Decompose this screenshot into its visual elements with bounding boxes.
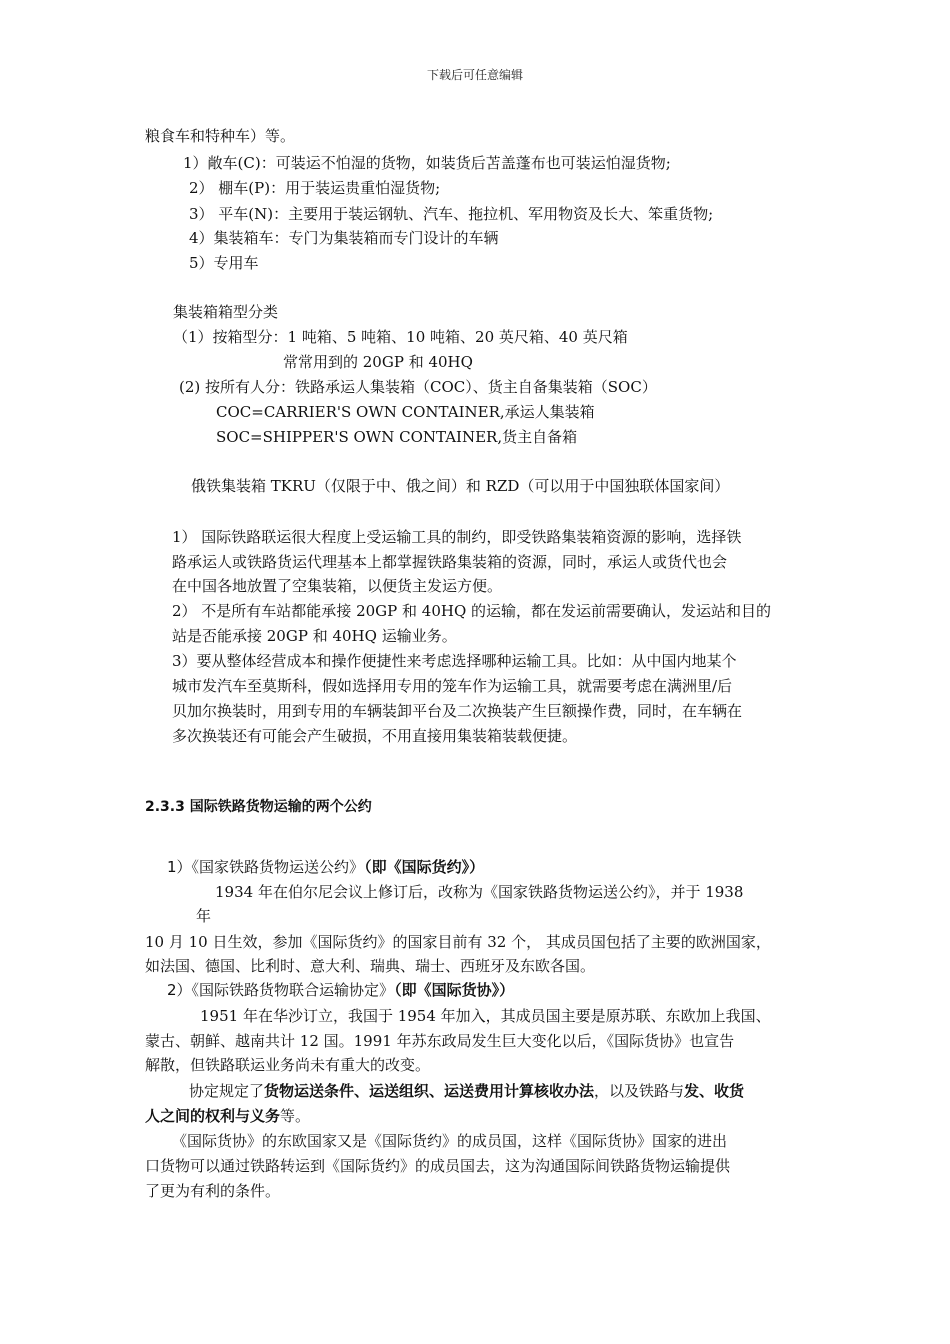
wagon-item: 3） 平车(N)：主要用于装运钢轨、汽车、拖拉机、军用物资及长大、笨重货物; xyxy=(189,205,714,223)
container-types-title: 集装箱箱型分类 xyxy=(173,303,279,321)
final-paragraph-line: 《国际货协》的东欧国家又是《国际货约》的成员国，这样《国际货协》国家的进出 xyxy=(172,1132,728,1150)
convention-2-short-name: （即《国际货协》） xyxy=(394,981,515,999)
convention-1-number: 1） xyxy=(167,858,192,876)
container-by-owner: (2) 按所有人分：铁路承运人集装箱（COC）、货主自备集装箱（SOC） xyxy=(179,378,657,396)
soc-definition: SOC=SHIPPER'S OWN CONTAINER,货主自备箱 xyxy=(216,428,578,446)
agreement-bold-terms: 人之间的权利与义务 xyxy=(145,1107,281,1125)
agreement-bold-terms: 发、收货 xyxy=(684,1082,745,1100)
convention-1-line: 如法国、德国、比利时、意大利、瑞典、瑞士、西班牙及东欧各国。 xyxy=(145,957,596,975)
container-by-size: （1）按箱型分：1 吨箱、5 吨箱、10 吨箱、20 英尺箱、40 英尺箱 xyxy=(173,328,628,346)
wagon-item: 2） 棚车(P)：用于装运贵重怕湿货物; xyxy=(189,179,441,197)
note-line: 多次换装还有可能会产生破损，不用直接用集装箱装载便捷。 xyxy=(172,727,578,745)
note-line: 3）要从整体经营成本和操作便捷性来考虑选择哪种运输工具。比如：从中国内地某个 xyxy=(172,652,737,670)
note-line: 贝加尔换装时，用到专用的车辆装卸平台及二次换装产生巨额操作费，同时，在车辆在 xyxy=(172,702,743,720)
coc-definition: COC=CARRIER'S OWN CONTAINER,承运人集装箱 xyxy=(216,403,595,421)
note-line: 2） 不是所有车站都能承接 20GP 和 40HQ 的运输，都在发运前需要确认，发运站和目的 xyxy=(172,602,772,620)
convention-1-line: 1934 年在伯尔尼会议上修订后，改称为《国家铁路货物运送公约》，并于 1938 xyxy=(215,883,744,901)
agreement-text: ，以及铁路与 xyxy=(594,1082,685,1100)
convention-2-number: 2） xyxy=(167,981,192,999)
convention-1-short-name: （即《国际货约》） xyxy=(364,858,485,876)
convention-2-line: 蒙古、朝鲜、越南共计 12 国。1991 年苏东政局发生巨大变化以后，《国际货协》也宣告 xyxy=(145,1032,735,1050)
page-header-note: 下载后可任意编辑 xyxy=(426,68,523,82)
note-line: 城市发汽车至莫斯科，假如选择用专用的笼车作为运输工具，就需要考虑在满洲里/后 xyxy=(172,677,733,695)
wagon-item: 1）敞车(C)：可装运不怕湿的货物，如装货后苫盖蓬布也可装运怕湿货物; xyxy=(183,154,671,172)
agreement-bold-terms: 货物运送条件、运送组织、运送费用计算核收办法 xyxy=(264,1082,595,1100)
container-common: 常常用到的 20GP 和 40HQ xyxy=(283,353,473,371)
convention-2-line: 1951 年在华沙订立，我国于 1954 年加入，其成员国主要是原苏联、东欧加上我国、 xyxy=(200,1007,771,1025)
convention-2-title xyxy=(167,980,514,1000)
note-line: 路承运人或铁路货运代理基本上都掌握铁路集装箱的资源，同时，承运人或货代也会 xyxy=(172,553,728,571)
convention-1-line: 10 月 10 日生效，参加《国际货约》的国家目前有 32 个， 其成员国包括了主要的欧洲国家， xyxy=(145,933,771,951)
agreement-paragraph-line-2 xyxy=(145,1106,310,1126)
note-line: 站是否能承接 20GP 和 40HQ 运输业务。 xyxy=(172,627,457,645)
final-paragraph-line: 了更为有利的条件。 xyxy=(145,1182,281,1200)
convention-2-line: 解散，但铁路联运业务尚未有重大的改变。 xyxy=(145,1056,431,1074)
note-line: 在中国各地放置了空集装箱，以便货主发运方便。 xyxy=(172,577,503,595)
note-line: 1） 国际铁路联运很大程度上受运输工具的制约，即受铁路集装箱资源的影响，选择铁 xyxy=(172,528,742,546)
russian-containers: 俄铁集装箱 TKRU（仅限于中、俄之间）和 RZD（可以用于中国独联体国家间） xyxy=(191,477,730,495)
agreement-paragraph-line-1 xyxy=(189,1081,744,1101)
section-heading: 2.3.3 国际铁路货物运输的两个公约 xyxy=(145,799,372,815)
convention-1-line: 年 xyxy=(196,907,212,925)
wagon-item: 4）集装箱车：专门为集装箱而专门设计的车辆 xyxy=(189,229,499,247)
agreement-text: 等。 xyxy=(280,1107,311,1125)
convention-1-title xyxy=(167,857,484,877)
agreement-text: 协定规定了 xyxy=(189,1082,265,1100)
wagons-intro: 粮食车和特种车）等。 xyxy=(145,127,296,145)
wagon-item: 5）专用车 xyxy=(189,254,259,272)
convention-2-name: 《国际铁路货物联合运输协定》 xyxy=(191,981,395,999)
final-paragraph-line: 口货物可以通过铁路转运到《国际货约》的成员国去，这为沟通国际间铁路货物运输提供 xyxy=(145,1157,731,1175)
convention-1-name: 《国家铁路货物运送公约》 xyxy=(191,858,365,876)
